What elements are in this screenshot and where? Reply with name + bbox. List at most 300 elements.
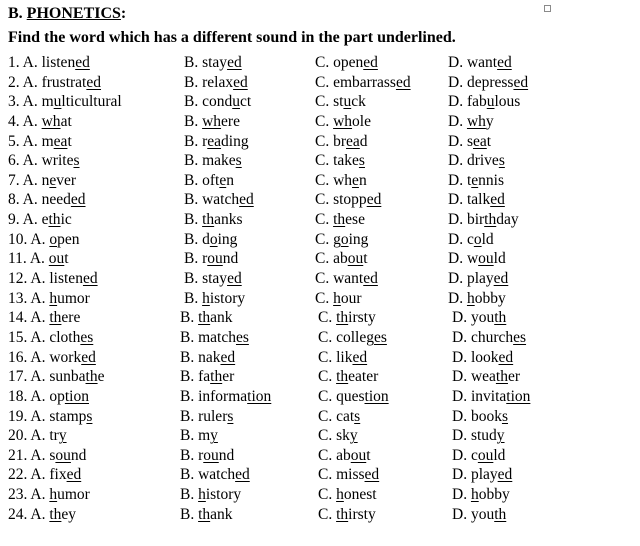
option-letter: A. (30, 387, 50, 405)
option-letter: A. (30, 446, 50, 464)
word-start: n (41, 171, 50, 189)
word-start: r (202, 132, 208, 150)
option-letter: B. (184, 152, 203, 170)
question-row (8, 407, 636, 427)
question-row (8, 112, 636, 132)
option-letter: A. (22, 191, 42, 209)
option-c (315, 210, 365, 229)
option-letter: D. (448, 230, 467, 248)
underlined-part: ed (75, 54, 90, 71)
underlined-part: e (352, 171, 359, 189)
question-number: 12. (8, 270, 28, 288)
word-start: wh (333, 171, 353, 189)
underlined-part: ed (81, 348, 96, 366)
option-letter: C. (318, 309, 337, 327)
underlined-part: s (73, 152, 80, 170)
word-start: drive (466, 152, 499, 170)
option-b (180, 505, 233, 524)
option-d (448, 190, 505, 209)
option-letter: C. (318, 407, 337, 425)
word-start: watch (202, 191, 240, 209)
option-d (448, 132, 491, 151)
underlined-part: h (202, 289, 210, 307)
question-number: 6. (8, 152, 20, 170)
question-row (8, 387, 636, 407)
option-b (184, 132, 249, 151)
word-start: take (333, 152, 359, 170)
underlined-part: ou (203, 446, 219, 464)
option-d (448, 53, 512, 72)
option-d (452, 308, 506, 327)
question-number: 16. (8, 348, 28, 366)
underlined-part: th (210, 368, 223, 386)
option-d (452, 367, 520, 386)
word-end: umor (57, 289, 90, 307)
underlined-part: o (209, 230, 218, 248)
underlined-part: es (80, 328, 94, 346)
word-start: op (49, 387, 65, 405)
underlined-part: ed (66, 466, 82, 484)
question-number: 13. (8, 289, 28, 307)
option-letter: A. (30, 368, 50, 386)
underlined-part: th (336, 368, 349, 386)
option-letter: B. (184, 270, 203, 288)
underlined-part: th (495, 368, 508, 386)
underlined-part: e (49, 171, 57, 189)
option-letter: B. (180, 505, 199, 523)
underlined-part: wh (202, 112, 222, 130)
word-end: ck (351, 93, 366, 111)
word-end: ic (60, 211, 72, 229)
option-letter: A. (22, 112, 42, 130)
option-c (318, 387, 389, 406)
option-c (318, 308, 376, 327)
section-title: PHONETICS (26, 5, 121, 22)
word-start: relax (202, 73, 234, 91)
option-letter: B. (180, 407, 199, 425)
word-start: nak (198, 348, 221, 366)
underlined-part: ed (497, 54, 512, 71)
option-letter: B. (180, 328, 199, 346)
option-letter: D. (448, 152, 467, 170)
word-end: d (359, 132, 368, 150)
option-a (8, 73, 101, 92)
underlined-part: u (232, 93, 240, 111)
option-c (318, 407, 360, 426)
word-end: pen (57, 230, 80, 248)
option-letter: C. (318, 328, 337, 346)
word-start: g (333, 230, 341, 248)
word-start: colleg (336, 328, 374, 346)
word-start: want (466, 54, 498, 71)
option-letter: A. (30, 407, 50, 425)
question-number: 23. (8, 486, 28, 504)
underlined-part: tion (64, 387, 89, 405)
question-number: 24. (8, 505, 28, 523)
underlined-part: ed (513, 73, 529, 91)
option-letter: C. (315, 230, 334, 248)
option-letter: A. (30, 289, 50, 307)
question-row (8, 465, 636, 485)
underlined-part: es (373, 328, 387, 346)
option-letter: B. (184, 93, 203, 111)
option-letter: D. (452, 505, 471, 523)
question-number: 22. (8, 466, 28, 484)
option-letter: A. (30, 466, 50, 484)
word-end: umor (57, 486, 90, 504)
option-letter: C. (315, 171, 334, 189)
underlined-part: ed (363, 270, 378, 288)
word-end: ank (210, 309, 233, 327)
option-b (184, 171, 234, 190)
word-end: y (485, 112, 494, 130)
option-d (452, 407, 508, 426)
option-letter: D. (448, 211, 467, 229)
underlined-part: ed (233, 73, 248, 91)
section-label: B. (8, 5, 23, 22)
underlined-part: ed (82, 270, 98, 288)
word-start: m (198, 427, 211, 445)
option-b (180, 465, 250, 484)
word-end: our (340, 289, 362, 307)
underlined-part: y (496, 427, 505, 445)
option-letter: D. (452, 486, 471, 504)
underlined-part: o (340, 230, 349, 248)
option-a (8, 230, 80, 249)
word-start: bir (466, 211, 485, 229)
word-start: s (466, 132, 473, 150)
option-b (184, 73, 248, 92)
word-start: stopp (333, 191, 367, 209)
question-number: 10. (8, 230, 28, 248)
option-a (8, 446, 86, 465)
option-c (318, 348, 367, 367)
word-end: ld (493, 446, 506, 464)
option-c (315, 171, 367, 190)
word-end: er (222, 368, 235, 386)
option-letter: B. (180, 368, 199, 386)
underlined-part: th (85, 368, 98, 386)
option-a (8, 151, 80, 170)
option-b (184, 230, 237, 249)
word-end: ld (493, 250, 506, 268)
word-start: ruler (198, 407, 228, 425)
word-start: church (470, 328, 514, 346)
word-end: t (366, 446, 371, 464)
option-letter: A. (22, 93, 42, 111)
word-end: e (97, 368, 105, 386)
word-start: t (466, 171, 472, 189)
option-letter: D. (452, 466, 471, 484)
underlined-part: y (349, 427, 358, 445)
word-start: listen (49, 270, 83, 288)
word-start: fa (198, 368, 211, 386)
word-start: work (49, 348, 82, 366)
question-row (8, 210, 636, 230)
word-start: you (470, 309, 495, 327)
word-start: ab (336, 446, 351, 464)
question-row (8, 289, 636, 309)
underlined-part: ed (352, 348, 368, 366)
option-letter: B. (184, 171, 203, 189)
option-c (315, 132, 368, 151)
word-end: nd (222, 250, 239, 268)
word-end: eater (348, 368, 379, 386)
underlined-part: th (336, 309, 349, 327)
option-b (180, 308, 233, 327)
question-number: 21. (8, 446, 28, 464)
question-row (8, 426, 636, 446)
option-b (180, 387, 271, 406)
option-c (315, 151, 365, 170)
word-end: ding (221, 132, 249, 150)
question-number: 18. (8, 387, 28, 405)
option-letter: C. (315, 93, 334, 111)
question-number: 7. (8, 171, 20, 189)
word-end: t (486, 132, 492, 150)
option-letter: D. (448, 73, 467, 91)
option-a (8, 171, 76, 190)
underlined-part: o (49, 230, 58, 248)
word-start: want (333, 270, 364, 288)
option-d (452, 485, 510, 504)
option-b (180, 446, 234, 465)
word-start: e (41, 211, 49, 229)
word-end: istory (209, 289, 246, 307)
underlined-part: s (235, 152, 242, 170)
underlined-part: ed (366, 191, 382, 209)
underlined-part: tion (247, 387, 272, 405)
underlined-part: s (498, 152, 505, 170)
option-letter: A. (22, 132, 42, 150)
option-letter: B. (184, 289, 203, 307)
underlined-part: ed (227, 54, 242, 71)
underlined-part: ed (220, 348, 236, 366)
question-number: 15. (8, 328, 28, 346)
underlined-part: th (198, 309, 211, 327)
question-row (8, 485, 636, 505)
option-letter: C. (318, 427, 337, 445)
underlined-part: h (466, 289, 475, 307)
option-letter: A. (30, 309, 50, 327)
question-row (8, 367, 636, 387)
word-end: ole (352, 112, 371, 130)
underlined-part: ed (497, 466, 513, 484)
option-b (184, 269, 242, 288)
option-c (315, 53, 378, 72)
option-b (184, 210, 243, 229)
option-b (184, 112, 240, 131)
option-letter: C. (318, 387, 337, 405)
option-letter: B. (180, 427, 199, 445)
option-letter: C. (315, 112, 334, 130)
word-start: frustrat (41, 73, 87, 91)
option-a (8, 289, 90, 308)
word-start: r (198, 446, 204, 464)
option-c (318, 328, 387, 347)
question-row (8, 230, 636, 250)
question-number: 2. (8, 73, 20, 91)
underlined-part: h (336, 486, 344, 504)
underlined-part: s (358, 152, 365, 170)
option-a (8, 132, 72, 151)
option-a (8, 92, 122, 111)
option-a (8, 190, 86, 209)
underlined-part: y (58, 427, 67, 445)
underlined-part: ou (55, 446, 71, 464)
option-a (8, 269, 98, 288)
word-start: r (202, 250, 208, 268)
question-number: 11. (8, 250, 27, 268)
underlined-part: tion (506, 387, 531, 405)
underlined-part: h (470, 486, 479, 504)
option-letter: D. (448, 112, 467, 130)
underlined-part: u (486, 93, 495, 111)
underlined-part: th (494, 309, 507, 327)
word-end: lous (494, 93, 521, 111)
option-a (8, 249, 69, 268)
option-letter: D. (452, 368, 471, 386)
option-letter: B. (180, 446, 199, 464)
option-b (180, 485, 241, 504)
word-start: stud (470, 427, 497, 445)
word-start: embarrass (333, 73, 396, 91)
word-end: anks (214, 211, 243, 229)
option-letter: D. (448, 171, 467, 189)
word-end: n (226, 171, 234, 189)
option-letter: C. (318, 348, 337, 366)
underlined-part: ou (48, 250, 65, 268)
option-letter: D. (448, 191, 467, 209)
underlined-part: s (227, 407, 234, 425)
underlined-part: ed (235, 466, 250, 484)
word-start: tr (49, 427, 59, 445)
underlined-part: ou (478, 250, 494, 268)
underlined-part: s (86, 407, 93, 425)
option-letter: A. (22, 211, 42, 229)
underlined-part: o (473, 230, 482, 248)
word-end: nd (70, 446, 87, 464)
underlined-part: u (343, 93, 352, 111)
option-d (452, 328, 526, 347)
instruction-text: Find the word which has a different sound in the part underlined. (8, 29, 456, 46)
option-letter: C. (315, 270, 334, 288)
question-row (8, 505, 636, 525)
word-start: sk (336, 427, 350, 445)
word-start: look (470, 348, 499, 366)
word-end: nd (218, 446, 235, 464)
word-end: onest (343, 486, 377, 504)
word-end: t (363, 250, 368, 268)
option-letter: C. (315, 73, 334, 91)
word-start: ques (336, 387, 365, 405)
option-letter: C. (318, 368, 337, 386)
option-a (8, 367, 104, 386)
option-letter: A. (22, 54, 42, 71)
option-d (448, 249, 506, 268)
question-row (8, 308, 636, 328)
word-start: play (466, 270, 494, 288)
option-b (180, 348, 235, 367)
word-start: w (466, 250, 479, 268)
question-number: 14. (8, 309, 28, 327)
option-letter: C. (315, 250, 334, 268)
option-a (8, 112, 72, 131)
option-letter: C. (318, 446, 337, 464)
option-b (180, 328, 249, 347)
underlined-part: th (48, 211, 61, 229)
option-letter: D. (452, 328, 471, 346)
word-end: ese (345, 211, 365, 229)
word-start: miss (336, 466, 365, 484)
option-letter: A. (30, 328, 50, 346)
option-c (318, 367, 378, 386)
word-start: stay (202, 54, 228, 71)
option-c (318, 485, 377, 504)
option-letter: D. (448, 270, 467, 288)
question-row (8, 92, 636, 112)
underlined-part: ea (346, 132, 360, 150)
word-end: ing (348, 230, 369, 248)
option-letter: B. (184, 132, 203, 150)
underlined-part: ed (498, 348, 514, 366)
question-number: 9. (8, 211, 20, 229)
underlined-part: tion (364, 387, 389, 405)
word-start: oft (202, 171, 220, 189)
word-end: lticultural (61, 93, 122, 111)
option-c (315, 289, 362, 308)
option-letter: B. (184, 54, 203, 71)
text-boundary-marker (544, 5, 551, 12)
option-a (8, 53, 90, 72)
option-c (318, 426, 358, 445)
word-end: ank (210, 505, 233, 523)
option-letter: C. (315, 54, 334, 71)
word-end: istory (205, 486, 242, 504)
word-start: informa (198, 387, 248, 405)
option-b (180, 367, 234, 386)
option-d (452, 505, 506, 524)
option-b (184, 249, 238, 268)
underlined-part: th (494, 505, 507, 523)
option-letter: B. (180, 466, 199, 484)
question-number: 4. (8, 112, 20, 130)
option-letter: D. (448, 250, 467, 268)
word-end: ere (61, 309, 81, 327)
word-end: t (67, 132, 72, 150)
option-letter: C. (315, 191, 334, 209)
underlined-part: th (49, 505, 62, 523)
word-end: ey (61, 505, 77, 523)
option-letter: C. (318, 505, 337, 523)
option-letter: C. (318, 486, 337, 504)
word-end: t (64, 250, 69, 268)
word-start: cat (336, 407, 355, 425)
question-number: 17. (8, 368, 28, 386)
word-start: m (41, 93, 54, 111)
word-start: d (202, 230, 210, 248)
word-start: c (470, 446, 478, 464)
word-start: depress (466, 73, 514, 91)
word-start: talk (466, 191, 491, 209)
word-start: c (466, 230, 474, 248)
option-d (448, 112, 494, 131)
word-end: ing (217, 230, 238, 248)
option-a (8, 387, 89, 406)
option-letter: A. (30, 505, 50, 523)
option-c (315, 269, 378, 288)
option-c (315, 190, 381, 209)
